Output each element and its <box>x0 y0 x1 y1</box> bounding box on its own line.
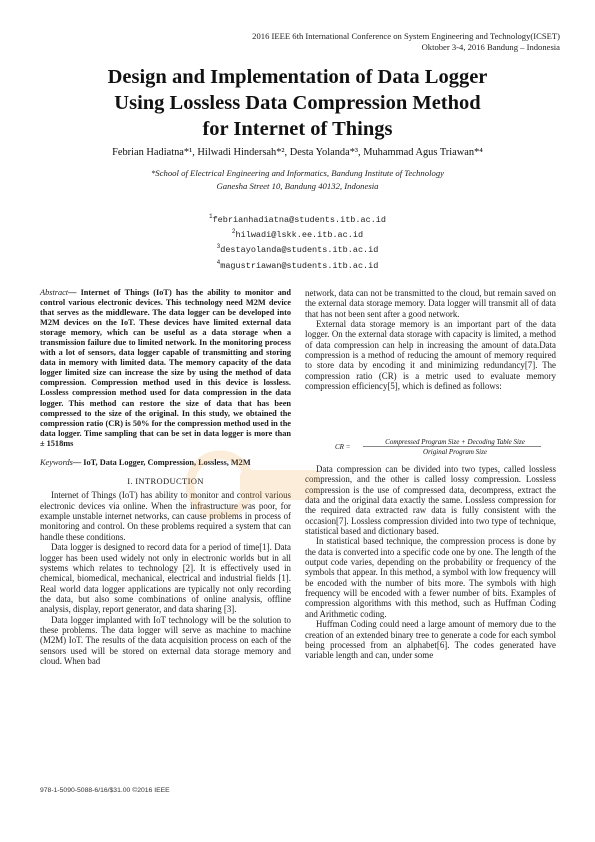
copyright-footer: 978-1-5090-5088-6/16/$31.00 ©2016 IEEE <box>40 787 170 794</box>
intro-paragraph: Data logger implanted with IoT technology will be the solution to these problems. The data logger will serve as machine to machine (M2M) IoT. The results of the data acquisition process on each of the sensors used will be stored on external data storage memory and cloud. When bad <box>40 614 291 666</box>
affiliation-line1: *School of Electrical Engineering and Informatics, Bandung Institute of Technology <box>150 168 445 178</box>
affiliation-line2: Ganesha Street 10, Bandung 40132, Indonesia <box>216 181 379 191</box>
email-item[interactable]: $^3$destayolanda@students.itb.ac.id <box>216 243 379 256</box>
formula-lhs: CR = <box>335 443 351 451</box>
section-heading-introduction: I. INTRODUCTION <box>127 476 204 487</box>
affiliation <box>0 167 595 193</box>
keywords-label: Keywords <box>40 457 73 467</box>
watermark-logo-icon <box>180 430 330 540</box>
body-paragraph: In statistical based technique, the compression process is done by the data is converted into a specific code one by one. The length of the output code varies, depending on the probability or frequency of the symbols that appear. In this method, a symbol with low frequency will be encoded with the number of bits more. The symbols with high frequency will be encoded with a fewer number of bits. Examples of compression algorithms with this method, such as Huffman Coding and Arithmetic coding. <box>305 536 556 619</box>
abstract-label: Abstract <box>40 288 69 297</box>
email-item[interactable]: $^1$febrianhadiatna@students.itb.ac.id <box>208 213 387 225</box>
conference-header <box>252 31 560 53</box>
formula-denominator: Original Program Size <box>423 448 487 456</box>
title-line3: for Internet of Things <box>202 118 393 140</box>
abstract <box>40 288 291 449</box>
title-line1: Design and Implementation of Data Logger <box>107 66 488 88</box>
right-column-bottom <box>305 464 556 661</box>
intro-paragraph: Data logger is designed to record data for a period of time[1]. Data logger has been used widely not only in electronic worlds but in all systems which relates to technology [2]. It is effectively used in chemical, biomedical, mechanical, electrical and industrial fields [1]. Real world data logger applications are typically not only recording the data, but also some combinations of online analysis, offline analysis, display, report generator, and data sharing [3]. <box>40 542 291 615</box>
email-item[interactable]: $^2$hilwadi@lskk.ee.itb.ac.id <box>231 228 364 241</box>
formula-numerator: Compressed Program Size + Decoding Table Size <box>385 438 525 446</box>
body-paragraph: Huffman Coding could need a large amount of memory due to the creation of an extended binary tree to generate a code for each symbol being processed from an alphabet[6]. The codes generated have variable length and can, under some <box>305 619 556 661</box>
compression-ratio-formula <box>335 436 545 456</box>
body-paragraph: network, data can not be transmitted to the cloud, but remain saved on the external data storage memory. Data logger will transmit all of data that has not been sent after a good network. <box>305 288 556 319</box>
email-list <box>0 211 595 272</box>
email-item[interactable]: $^4$magustriawan@students.itb.ac.id <box>216 258 379 271</box>
authors: Febrian Hadiatna*¹, Hilwadi Hindersah*², Desta Yolanda*³, Muhammad Agus Triawan*⁴ <box>112 147 483 158</box>
right-column-top <box>305 288 556 391</box>
conference-line1: 2016 IEEE 6th International Conference on System Engineering and Technology(ICSET) <box>252 31 560 41</box>
body-paragraph: Data compression can be divided into two types, called lossless compression, and the other is called lossy compression. Lossless compression is the use of compressed data, decompress, extract the data and the original data exactly the same. Lossless compression for the required data extracted raw data is fully consistent with the occasion[7]. Lossless compression divided into two type of technique, statistical based and dictionary based. <box>305 464 556 537</box>
intro-paragraph: Internet of Things (IoT) has ability to monitor and control various electronic devices via online. When the infrastructure was poor, for example unstable internet networks, can cause problems in process of monitoring and control. On these problems required a system that can handle these conditions. <box>40 490 291 542</box>
conference-line2: Oktober 3-4, 2016 Bandung – Indonesia <box>421 42 560 52</box>
paper-title <box>0 64 595 142</box>
title-line2: Using Lossless Data Compression Method <box>114 92 481 114</box>
abstract-text: — Internet of Things (IoT) has the ability to monitor and control various electronic devices. This technology need M2M device that serves as the middleware. The data logger can be developed into M2M devices on the IoT. These devices have limited external data storage memory, which can be useful as a data storage when a transmission failure due to limited network. In the monitoring process with a lot of sensors, data logger capable of transmitting and storing data in memory with limited data. The memory capacity of the data logger limited size can increase the size by using the method of data compression. Compression method used in this device is lossless. Lossless compression method used for data compression in the data logger. This method can restore the size of data that has been compressed to the size of the original. In this study, we obtained the compression ratio (CR) is 50% for the compression method used in the data logger. Time sampling that can be set in data logger is more than ± 1518ms <box>40 288 291 448</box>
body-paragraph: External data storage memory is an important part of the data logger. On the external data storage with capacity is limited, a method of data compression can help in increasing the amount of data.Data compression is a method of reducing the amount of memory required to store data by encoding it and minimizing redundancy[7]. The compression ratio (CR) is a metric used to evaluate memory compression efficiency[5], which is defined as follows: <box>305 319 556 392</box>
keywords-text: — IoT, Data Logger, Compression, Lossless, M2M <box>72 457 251 467</box>
